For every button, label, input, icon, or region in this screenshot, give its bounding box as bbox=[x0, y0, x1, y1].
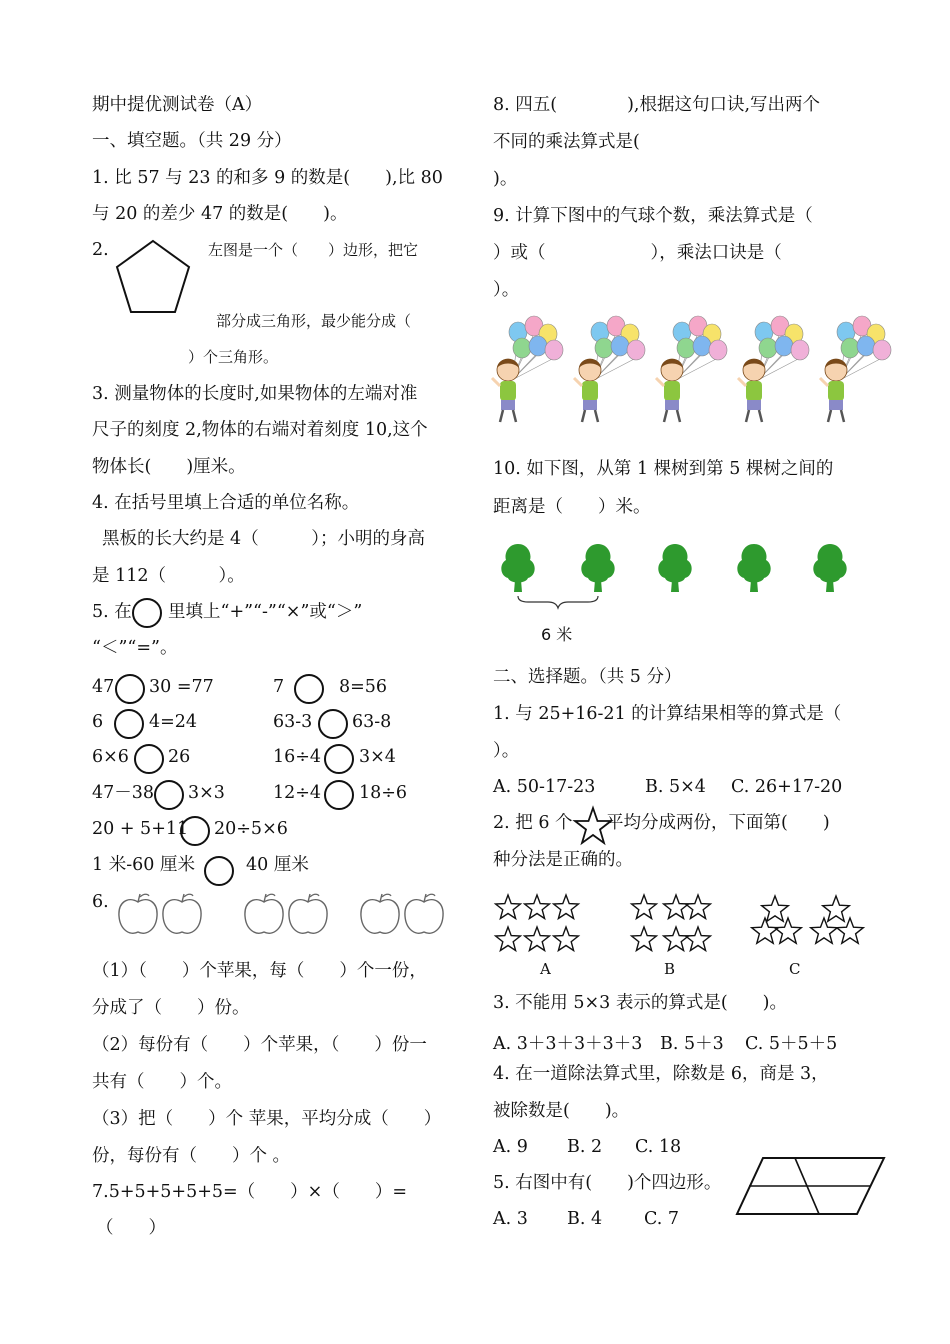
apple-groups bbox=[118, 890, 448, 940]
q7-line2: （ ） bbox=[96, 1218, 166, 1238]
apple-icon bbox=[245, 894, 283, 933]
c3-line1: 3. 不能用 5×3 表示的算式是( )。 bbox=[493, 993, 787, 1013]
c1-option-c[interactable]: C. 26+17-20 bbox=[731, 777, 843, 797]
c3-option-b[interactable]: B. 5＋3 bbox=[660, 1034, 724, 1054]
compare-circle[interactable] bbox=[180, 816, 210, 846]
c1-option-a[interactable]: A. 50-17-23 bbox=[493, 777, 596, 797]
q9-line2: ）或（ ），乘法口诀是（ bbox=[493, 243, 782, 263]
c3-option-c[interactable]: C. 5＋5＋5 bbox=[745, 1034, 838, 1054]
compare-r1b-left: 7 bbox=[273, 677, 285, 697]
star-icon bbox=[525, 895, 550, 919]
star-icon bbox=[496, 927, 521, 951]
c3-option-a[interactable]: A. 3＋3＋3＋3＋3 bbox=[493, 1034, 643, 1054]
q5-prefix: 5. 在 bbox=[92, 602, 132, 622]
child-with-balloons bbox=[738, 316, 809, 422]
c5-option-a[interactable]: A. 3 bbox=[493, 1209, 528, 1229]
compare-r1a-left: 47 bbox=[92, 677, 115, 697]
tree-distance-label: 6 米 bbox=[541, 625, 573, 644]
q6-3-line2: 份，每份有（ ）个 。 bbox=[92, 1146, 291, 1166]
c4-line1: 4. 在一道除法算式里，除数是 6，商是 3， bbox=[493, 1064, 829, 1084]
child-with-balloons bbox=[820, 316, 891, 422]
child-with-balloons bbox=[492, 316, 563, 422]
star-icon bbox=[664, 895, 689, 919]
c1-option-b[interactable]: B. 5×4 bbox=[645, 777, 706, 797]
compare-r2b-left: 63-3 bbox=[273, 712, 313, 732]
child-with-balloons bbox=[574, 316, 645, 422]
star-icon bbox=[762, 896, 789, 921]
tree-icon bbox=[737, 544, 770, 592]
child-with-balloons bbox=[656, 316, 727, 422]
c2-label-a[interactable]: A bbox=[540, 960, 551, 978]
compare-circle[interactable] bbox=[324, 744, 354, 774]
star-icon bbox=[664, 927, 689, 951]
apple-icon bbox=[119, 894, 157, 933]
c4-option-b[interactable]: B. 2 bbox=[567, 1137, 603, 1157]
q5-suffix: 里填上“+”“-”“×”或“＞” bbox=[168, 602, 363, 622]
q1-line1: 1. 比 57 与 23 的和多 9 的数是( ),比 80 bbox=[92, 168, 443, 188]
q10-line2: 距离是（ ）米。 bbox=[493, 497, 651, 517]
compare-r2b-right: 63-8 bbox=[352, 712, 392, 732]
compare-r4a-left: 47－38 bbox=[92, 783, 155, 803]
star-icon bbox=[554, 895, 579, 919]
apple-icon bbox=[361, 894, 399, 933]
compare-r1b-right: 8=56 bbox=[339, 677, 388, 697]
c4-line2: 被除数是( )。 bbox=[493, 1101, 630, 1121]
q7-line1: 7.5+5+5+5+5=（ ）×（ ）= bbox=[92, 1182, 408, 1202]
star-icon bbox=[775, 918, 802, 943]
distance-brace bbox=[518, 596, 598, 608]
q2-line1: 左图是一个（ ）边形，把它 bbox=[208, 241, 419, 259]
star-icon bbox=[554, 927, 579, 951]
q6-3-line1: （3）把（ ）个 苹果，平均分成（ ） bbox=[92, 1109, 442, 1129]
q6-2-line2: 共有（ ）个。 bbox=[92, 1072, 232, 1092]
tree-icon bbox=[581, 544, 614, 592]
star-icon bbox=[632, 895, 657, 919]
q3-line3: 物体长( )厘米。 bbox=[92, 457, 246, 477]
star-icon bbox=[752, 918, 779, 943]
q2-number: 2. bbox=[92, 240, 109, 260]
tree-icon bbox=[813, 544, 846, 592]
compare-circle[interactable] bbox=[154, 780, 184, 810]
q4-line1: 4. 在括号里填上合适的单位名称。 bbox=[92, 493, 360, 513]
star-icon bbox=[686, 927, 711, 951]
star-icon bbox=[632, 927, 657, 951]
compare-r3b-left: 16÷4 bbox=[273, 747, 322, 767]
c1-line2: ）。 bbox=[493, 741, 520, 761]
apple-icon bbox=[289, 894, 327, 933]
q6-1-line1: （1）（ ）个苹果，每（ ）个一份， bbox=[92, 961, 427, 981]
compare-circle bbox=[132, 598, 162, 628]
q8-line2: 不同的乘法算式是( bbox=[493, 132, 640, 152]
compare-r3b-right: 3×4 bbox=[359, 747, 396, 767]
c5-line1: 5. 右图中有( )个四边形。 bbox=[493, 1173, 722, 1193]
star-icon bbox=[496, 895, 521, 919]
compare-circle[interactable] bbox=[204, 856, 234, 886]
q1-line2: 与 20 的差少 47 的数是( )。 bbox=[92, 204, 348, 224]
q4-line2: 黑板的长大约是 4（ ）；小明的身高 bbox=[102, 529, 425, 549]
pentagon-figure bbox=[114, 238, 192, 316]
compare-r2a-right: 4=24 bbox=[149, 712, 198, 732]
c1-line1: 1. 与 25+16-21 的计算结果相等的算式是（ bbox=[493, 704, 842, 724]
star-icon bbox=[686, 895, 711, 919]
compare-r6-right: 40 厘米 bbox=[246, 855, 309, 875]
compare-r5-right: 20÷5×6 bbox=[214, 819, 288, 839]
q3-line2: 尺子的刻度 2,物体的右端对着刻度 10,这个 bbox=[92, 420, 428, 440]
q9-line3: ）。 bbox=[493, 280, 520, 300]
compare-r3a-right: 26 bbox=[168, 747, 191, 767]
q8-line1: 8. 四五( ),根据这句口诀,写出两个 bbox=[493, 95, 821, 115]
compare-circle[interactable] bbox=[114, 709, 144, 739]
tree-row-figure bbox=[498, 540, 858, 612]
apple-icon bbox=[163, 894, 201, 933]
page-title: 期中提优测试卷（A） bbox=[92, 95, 263, 115]
c4-option-c[interactable]: C. 18 bbox=[635, 1137, 682, 1157]
compare-r3a-left: 6×6 bbox=[92, 747, 129, 767]
q9-line1: 9. 计算下图中的气球个数，乘法算式是（ bbox=[493, 206, 813, 226]
q2-line2: 部分成三角形，最少能分成（ bbox=[216, 312, 412, 330]
compare-r2a-left: 6 bbox=[92, 712, 104, 732]
tree-icon bbox=[658, 544, 691, 592]
apple-icon bbox=[405, 894, 443, 933]
c2-label-c[interactable]: C bbox=[789, 960, 801, 978]
section-choice: 二、选择题。（共 5 分） bbox=[493, 667, 682, 687]
compare-r6-left: 1 米-60 厘米 bbox=[92, 855, 195, 875]
q6-number: 6. bbox=[92, 892, 109, 912]
star-groups-figure bbox=[492, 890, 872, 960]
tree-icon bbox=[501, 544, 534, 592]
q3-line1: 3. 测量物体的长度时,如果物体的左端对准 bbox=[92, 384, 418, 404]
compare-r5-left: 20 + 5+11 bbox=[92, 819, 189, 839]
section-fill-blank: 一、填空题。（共 29 分） bbox=[92, 131, 292, 151]
balloon-children-figure bbox=[490, 318, 905, 428]
q2-line3: ）个三角形。 bbox=[188, 348, 279, 366]
c2-prefix: 2. 把 6 个 bbox=[493, 813, 573, 833]
compare-circle[interactable] bbox=[324, 780, 354, 810]
q4-line3: 是 112（ ）。 bbox=[92, 566, 245, 586]
compare-circle[interactable] bbox=[134, 744, 164, 774]
c2-label-b[interactable]: B bbox=[664, 960, 676, 978]
q8-line3: )。 bbox=[493, 169, 518, 189]
c5-option-b[interactable]: B. 4 bbox=[567, 1209, 603, 1229]
star-icon bbox=[811, 918, 838, 943]
c2-suffix: 平均分成两份，下面第( ) bbox=[606, 813, 830, 833]
star-icon bbox=[837, 918, 864, 943]
q6-1-line2: 分成了（ ）份。 bbox=[92, 998, 250, 1018]
compare-circle[interactable] bbox=[115, 674, 145, 704]
star-icon bbox=[525, 927, 550, 951]
c2-line2: 种分法是正确的。 bbox=[493, 850, 633, 870]
compare-r4b-left: 12÷4 bbox=[273, 783, 322, 803]
compare-circle[interactable] bbox=[318, 709, 348, 739]
compare-r4a-right: 3×3 bbox=[188, 783, 225, 803]
q5-line2: “＜”“=”。 bbox=[92, 638, 178, 658]
compare-r4b-right: 18÷6 bbox=[359, 783, 408, 803]
q10-line1: 10. 如下图，从第 1 棵树到第 5 棵树之间的 bbox=[493, 459, 834, 479]
compare-circle[interactable] bbox=[294, 674, 324, 704]
parallelogram-figure bbox=[735, 1155, 887, 1217]
compare-r1a-right: 30 =77 bbox=[149, 677, 214, 697]
c4-option-a[interactable]: A. 9 bbox=[493, 1137, 528, 1157]
star-icon bbox=[823, 896, 850, 921]
q6-2-line1: （2）每份有（ ）个苹果，（ ）份一 bbox=[92, 1035, 427, 1055]
c5-option-c[interactable]: C. 7 bbox=[644, 1209, 680, 1229]
